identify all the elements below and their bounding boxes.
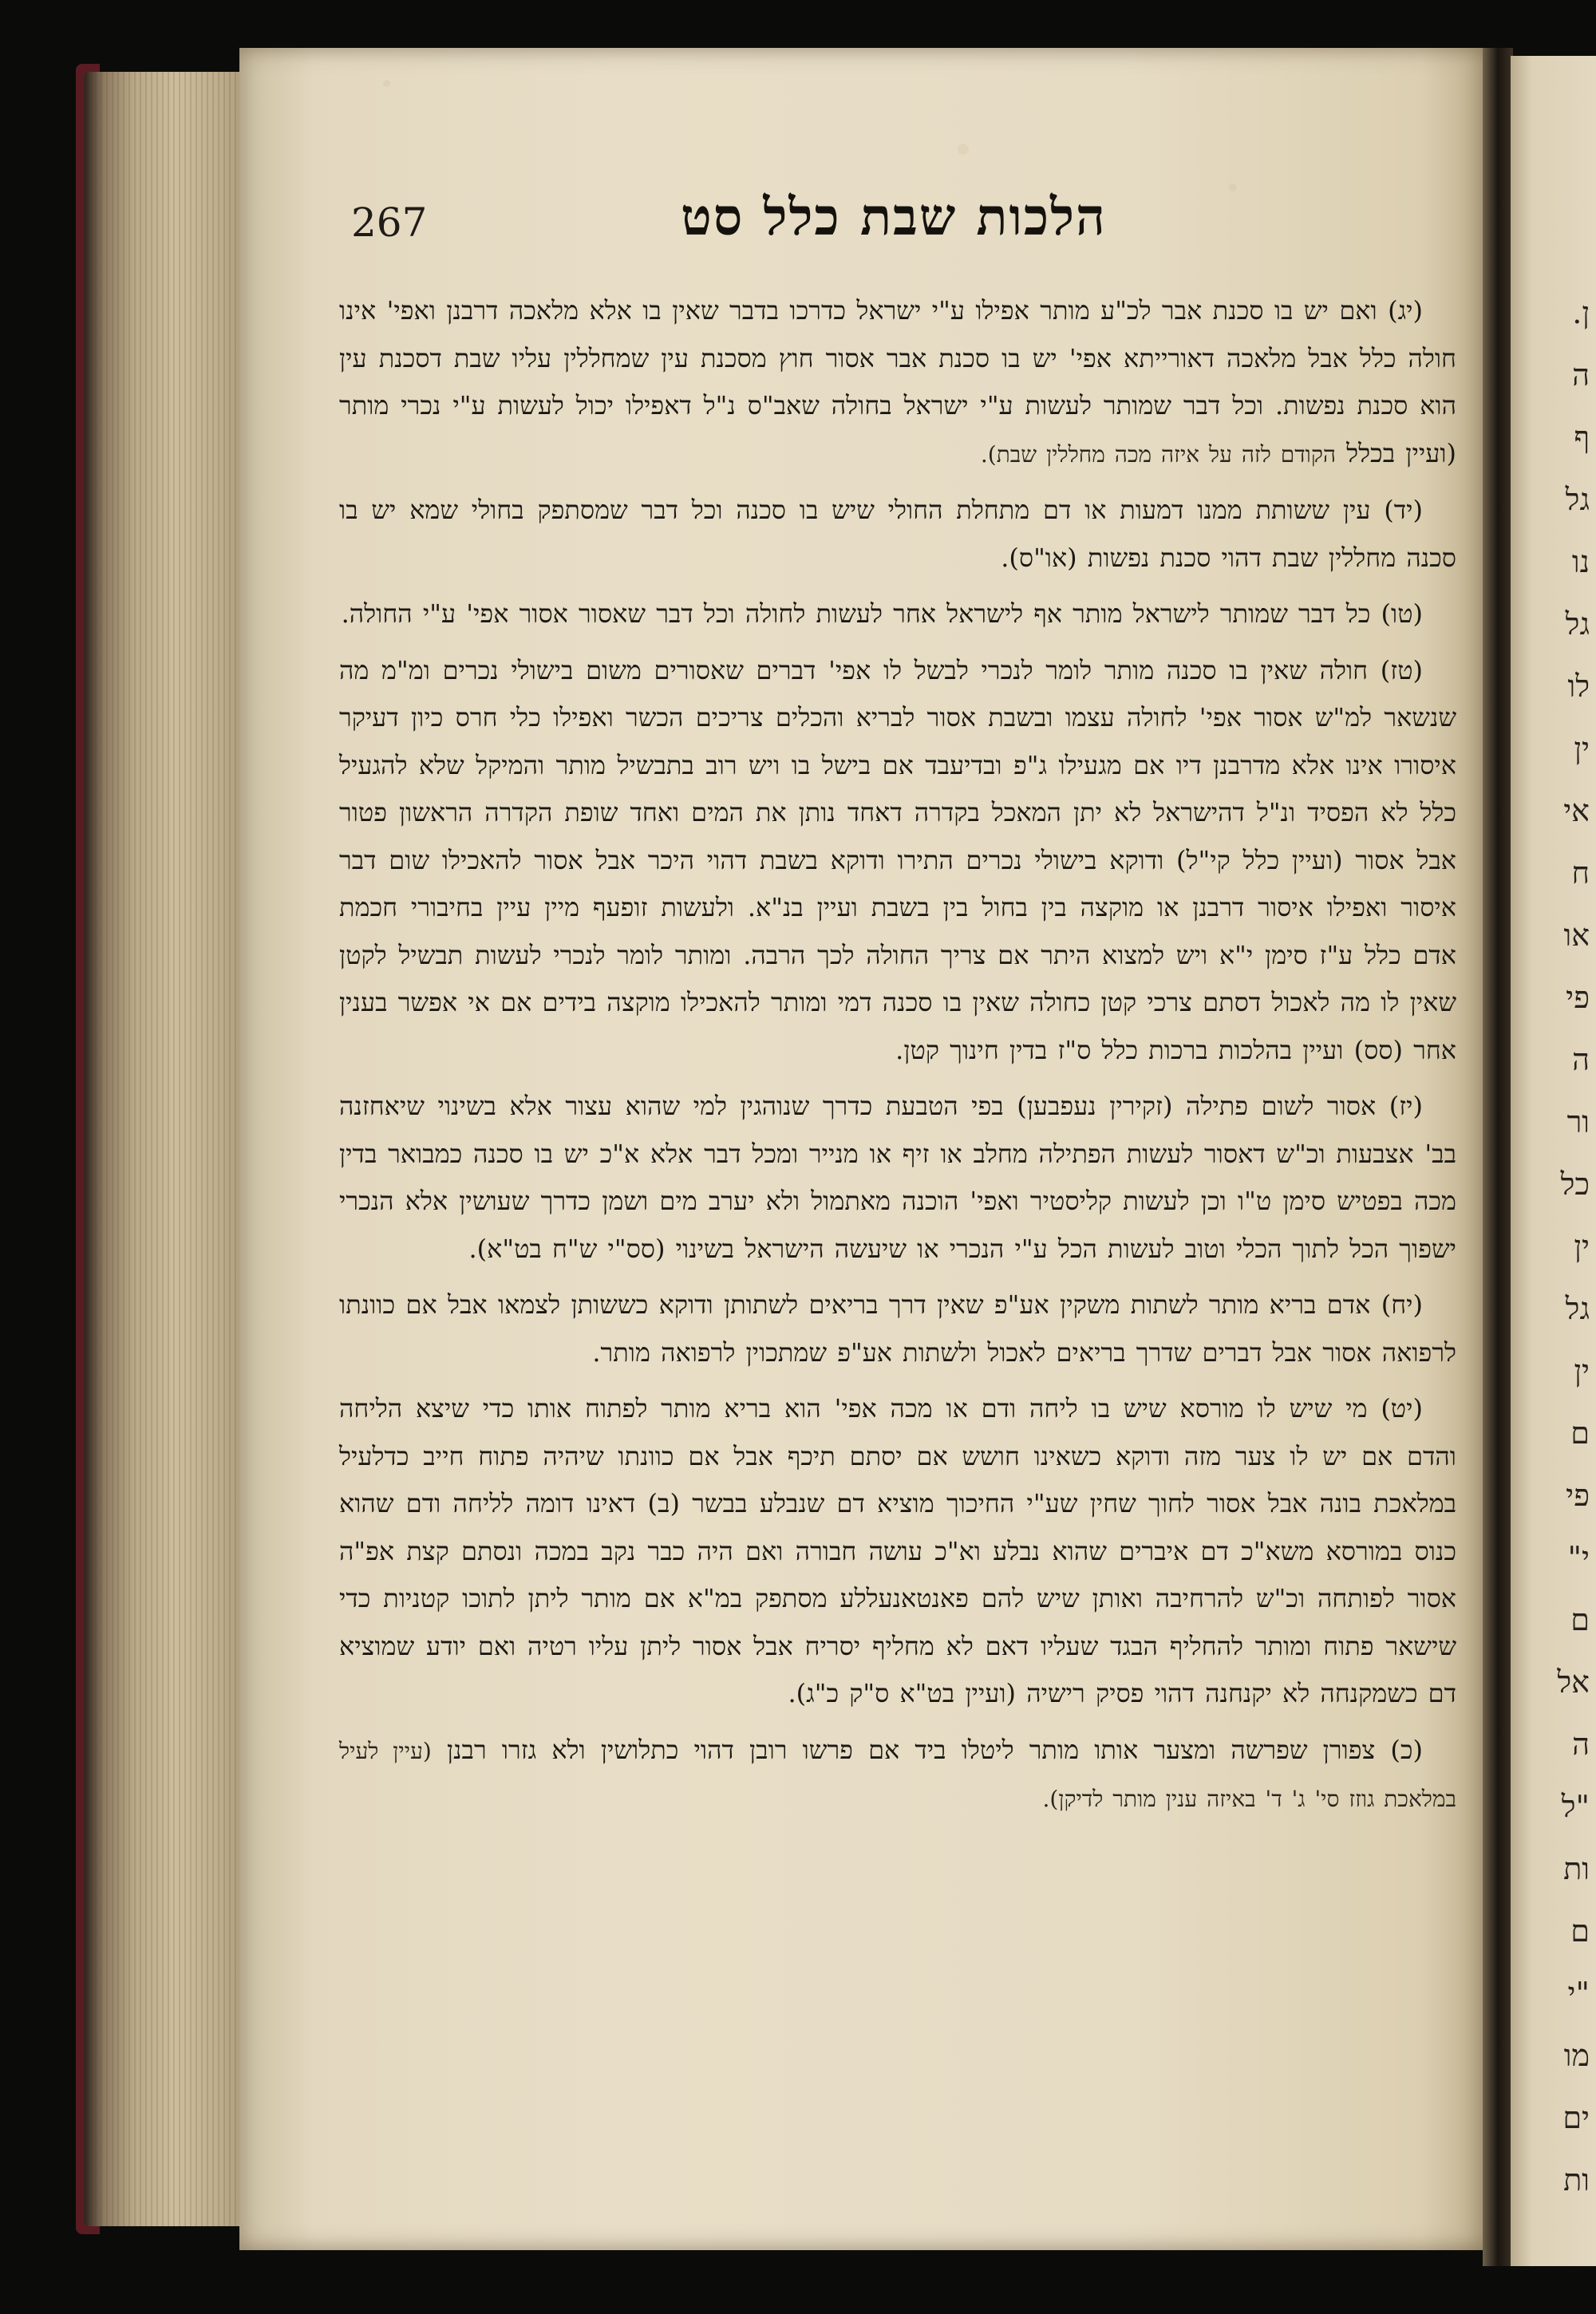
facing-page-fragment: לו [1567,669,1590,704]
facing-page-fragment: ור [1566,1104,1590,1139]
facing-page-fragment: פי [1566,980,1590,1015]
facing-page-fragment: גל [1565,482,1590,517]
facing-page-fragment: פי [1566,1478,1590,1513]
facing-page-fragment: ין [1574,1353,1590,1388]
facing-page-fragment: ין [1574,1229,1590,1264]
paragraph-13: (יג) ואם יש בו סכנת אבר לכ"ע מותר אפילו ע"י ישראל כדרכו בדבר שאין בו אלא מלאכה דרבנן ואפי' אינו חולה כלל אבל מלאכה דאורייתא אפי' יש בו סכנת אבר אסור חוץ מסכנת עין שמחללין עליו שבת דסכנת עין הוא סכנת נפשות. וכל דבר שמותר לעשות ע"י ישראל בחולה שאב"ס נ"ל דאפילו יכול לעשות ע"י נכרי מותר (ועיין בכלל הקודם לזה על איזה מכה מחללין שבת). [339,295,1456,468]
facing-page-fragment: גל [1565,1291,1590,1326]
facing-page-fragment: ות [1563,1851,1590,1886]
running-title: הלכות שבת כלל סט [681,188,1107,247]
facing-page-fragment: ות [1563,2162,1590,2198]
paragraph-17: (יז) אסור לשום פתילה (זקירין נעפבען) בפי הטבעת כדרך שנוהגין למי שהוא עצור אלא בשינוי שיאחזנה בב' אצבעות וכ"ש דאסור לעשות הפתילה מחלב או זיף או מנייר ומכל דבר אלא א"כ יש בו סכנה כמבואר בדין מכה בפטיש סימן ט"ו וכן לעשות קליסטיר ואפי' הוכנה מאתמול ולא יערב מים ושמן כדרך שעושין אלא הנכרי ישפוך הכל לתוך הכלי וטוב לעשות הכל ע"י הנכרי או שיעשה הישראל בשינוי (סס"י ש"ח בט"א). [339,1091,1457,1264]
facing-page-fragment: ן. [1572,295,1590,330]
facing-page-fragment: ם [1570,1913,1590,1949]
paragraph-14: (יד) עין ששותת ממנו דמעות או דם מתחלת החולי שיש בו סכנה וכל דבר שמסתפק בחולי שמא יש בו סכנה מחללין שבת דהוי סכנת נפשות (או"ס). [339,495,1456,573]
paragraph-15: (טו) כל דבר שמותר לישראל מותר אף לישראל אחר לעשות לחולה וכל דבר שאסור אסור אפי' ע"י החולה. [341,598,1423,629]
book-gutter [1483,48,1513,2266]
facing-page-fragment: אי [1563,793,1590,828]
paragraph-18: (יח) אדם בריא מותר לשתות משקין אע"פ שאין דרך בריאים לשתותן ודוקא כששותן לצמאו אבל אם כוונתו לרפואה אסור אבל דברים שדרך בריאים לאכול ולשתות אע"פ שמתכוין לרפואה מותר. [339,1289,1456,1368]
facing-page-fragment: ין [1574,731,1590,766]
facing-page-fragment: "ל [1561,1789,1590,1824]
page-body-text [339,287,1456,1832]
facing-page-fragment: גל [1565,606,1590,642]
facing-page-fragment: ה [1572,1727,1590,1762]
page-number: 267 [351,199,428,246]
facing-page-fragment: אל [1557,1664,1590,1700]
facing-page-fragment: ם [1570,1416,1590,1451]
facing-page-fragment: ח [1571,855,1590,890]
facing-page-fragment: ה [1572,1042,1590,1077]
paragraph-20: (כ) צפורן שפרשה ומצער אותו מותר ליטלו ביד אם פרשו רובן דהוי כתלושין ולא גזרו רבנן (עיין לעיל במלאכת גוזז סי' ג' ד' באיזה ענין מותר לדיקן). [339,1734,1456,1812]
facing-page-fragment: ף [1574,420,1590,455]
facing-page-fragment: "י [1567,1976,1590,2011]
facing-page-fragment: י" [1567,1540,1590,1575]
facing-page-fragment: או [1563,918,1590,953]
facing-page-fragment: ה [1572,357,1590,393]
facing-page [1511,56,1596,2266]
page-block-edge [84,72,251,2226]
paragraph-16: (טז) חולה שאין בו סכנה מותר לומר לנכרי לבשל לו אפי' דברים שאסורים משום בישולי נכרים ומ"מ מה שנשאר למ"ש אסור אפי' לחולה עצמו ובשבת אסור לבריא והכלים צריכים הכשר ואפילו כלי חרס כיון דעיקר איסורו אינו אלא מדרבנן דיו אם מגעילו ג"פ ובדיעבד אם בישל בו ויש רוב בתבשיל מותר והמיקל שלא להגעיל כלל לא הפסיד ונ"ל דהישראל לא יתן המאכל בקדרה דאחד נותן את המים ואחד שופת הקדרה הראשון פטור אבל אסור (ועיין כלל קי"ל) ודוקא בישולי נכרים התירו ודוקא בשבת דהוי היכר אבל אסור להאכילו שום דבר איסור ואפילו איסור דרבנן או מוקצה בין בחול בין בשבת ועיין בנ"א. ולעשות זופעף מיין עיין בחיבורי חכמת אדם כלל ע"ז סימן י"א ויש למצוא היתר אם צריך החולה לכך הרבה. ומותר לומר לנכרי לעשות תבשיל לקטן שאין לו מה לאכול דסתם צרכי קטן כחולה שאין בו סכנה דמי ומותר להאכילו מוקצה בידים אם אי אפשר בענין אחר (סס) ועיין בהלכות ברכות כלל ס"ז בדין חינוך קטן. [339,654,1456,1065]
facing-page-fragment: מו [1563,2038,1590,2073]
facing-page-fragment: ים [1562,2100,1590,2135]
paragraph-19: (יט) מי שיש לו מורסא שיש בו ליחה ודם או מכה אפי' הוא בריא מותר לפתוח אותו כדי שיצא הליחה והדם אם יש לו צער מזה ודוקא כשאינו חושש אם יסתם תיכף אבל אם כוונתו שיהיה פתוח חייב כדלעיל במלאכת בונה אבל אסור לחוך שחין שע"י החיכוך מוציא דם שנבלע בבשר (ב) דאינו דומה לליחה ודם שהוא כנוס במורסא משא"כ דם איברים שהוא נבלע וא"כ עושה חבורה ואם היה כבר נקב במכה ונסתם קצת אפ"ה אסור לפותחה וכ"ש להרחיבה ואותן שיש להם פאנטאנעללע מסתפק במ"א אם מותר ליתן לתוכו קטניות כדי שישאר פתוח ומותר להחליף הבגד שעליו דאם לא מחליף יסריח אבל אסור ליתן עליו רטיה ואם יודע שמוציא דם כשמקנחה לא יקנחנה דהוי פסיק רישיה (ועיין בט"א ס"ק כ"ג). [339,1393,1457,1708]
facing-page-fragment: כל [1560,1167,1590,1202]
facing-page-fragment: נו [1571,544,1590,579]
facing-page-fragment: ם [1570,1602,1590,1637]
